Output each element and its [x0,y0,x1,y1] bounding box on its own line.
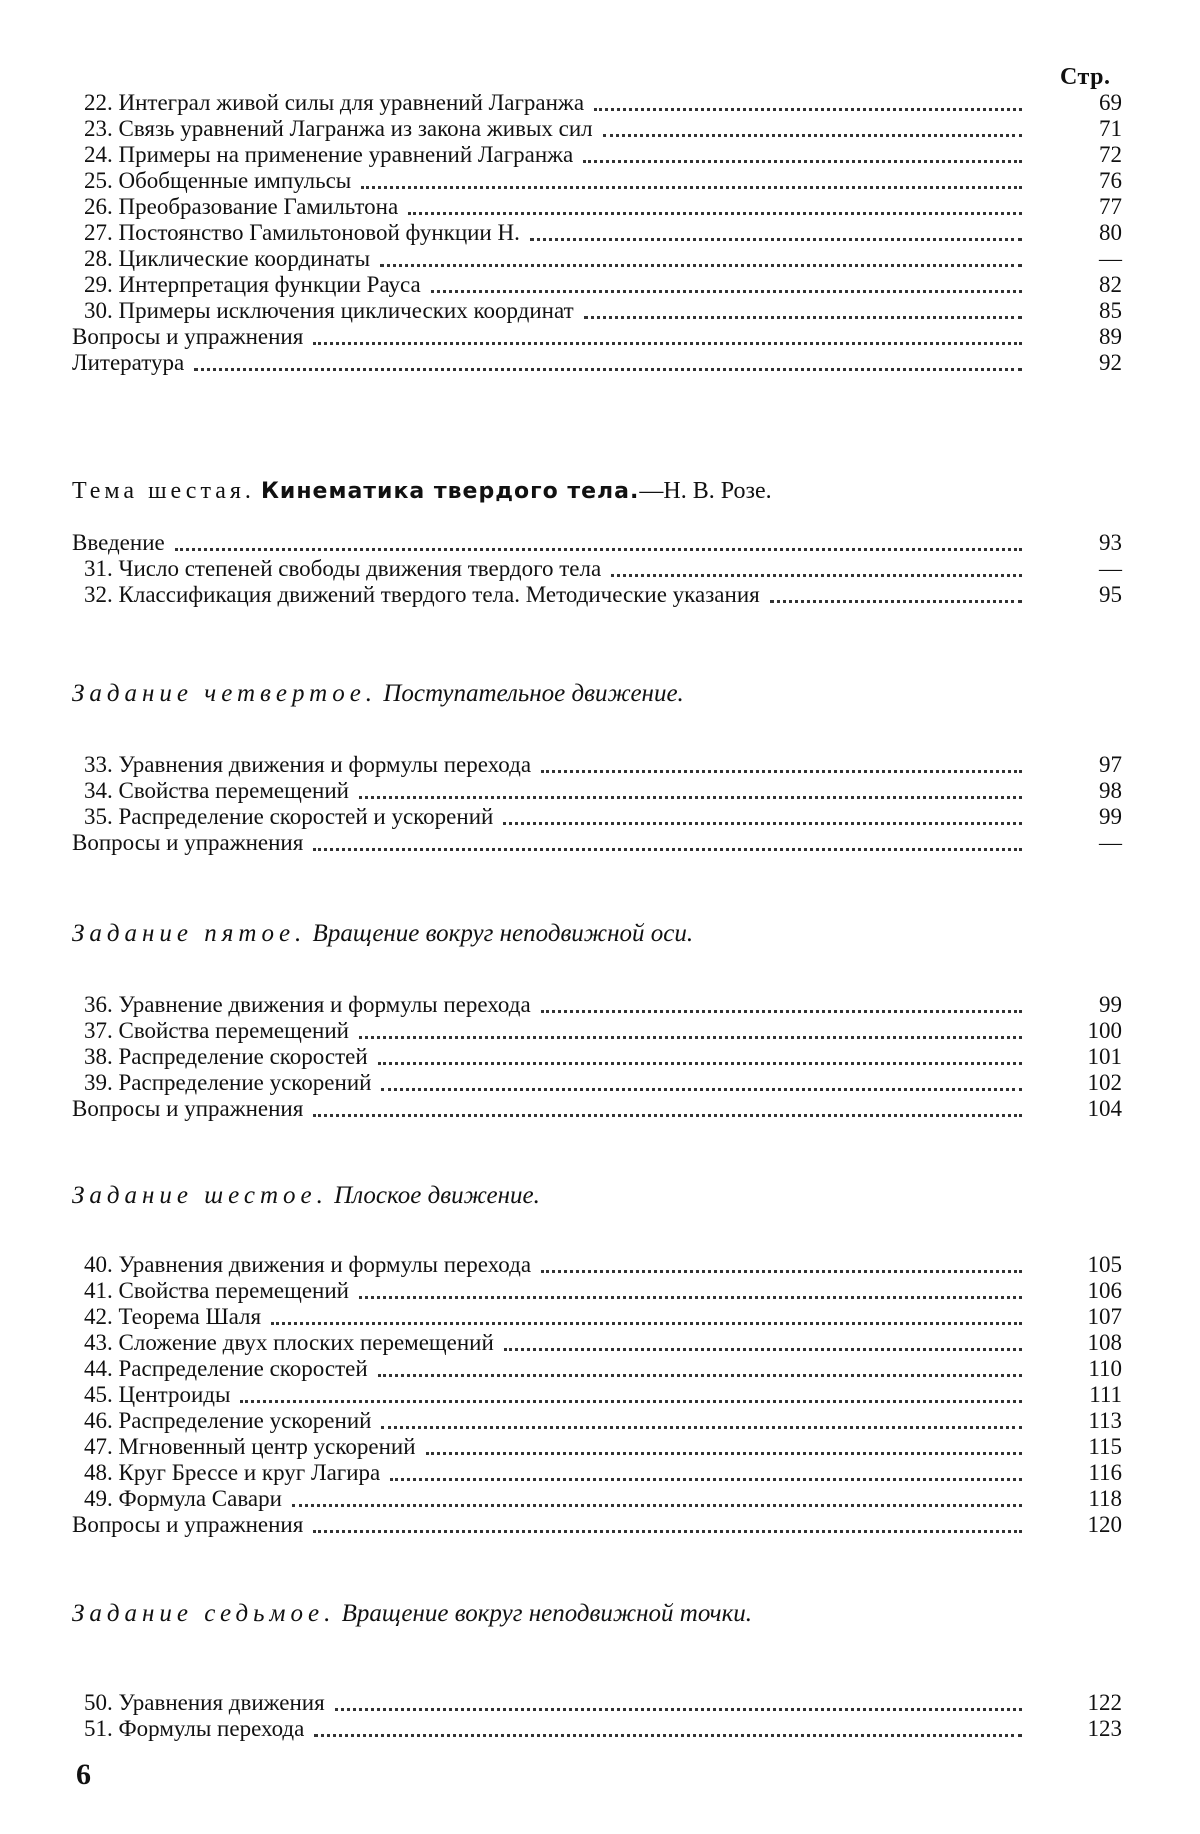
dot-leader [194,368,1022,371]
theme-title: Кинематика твердого тела. [260,479,640,504]
toc-entry-title: 41. Свойства перемещений [84,1278,349,1303]
toc-entry [72,1690,1122,1716]
toc-entry [72,168,1122,194]
toc-block-task5 [72,992,1122,1122]
dot-leader [504,1348,1022,1351]
dot-leader [603,134,1022,137]
toc-entry-title: 25. Обобщенные импульсы [84,168,352,193]
dot-leader [541,1010,1022,1013]
toc-entry-page: 95 [1099,582,1122,607]
dot-leader [359,1036,1022,1039]
toc-entry-page: 85 [1099,298,1122,323]
toc-entry-title: 43. Сложение двух плоских перемещений [84,1330,494,1355]
toc-entry-title: 34. Свойства перемещений [84,778,349,803]
toc-entry-page: 120 [1087,1512,1122,1537]
toc-entry-page: 113 [1088,1408,1122,1433]
toc-entry-page: 115 [1088,1434,1122,1459]
toc-entry [72,992,1122,1018]
toc-entry [72,246,1122,272]
toc-entry-page: 97 [1099,752,1122,777]
toc-entry-page: — [1099,830,1122,855]
dot-leader [530,238,1022,241]
toc-entry [72,1356,1122,1382]
dot-leader [583,160,1022,163]
dot-leader [381,1426,1022,1429]
toc-entry [72,582,1122,608]
toc-entry-title: 44. Распределение скоростей [84,1356,368,1381]
dot-leader [240,1400,1022,1403]
task5-prefix: Задание пятое. [72,920,307,947]
dot-leader [594,108,1022,111]
dot-leader [175,548,1022,551]
toc-entry-page: 69 [1099,90,1122,115]
task6-heading [72,1182,540,1210]
dot-leader [426,1452,1022,1455]
toc-entry-page: 99 [1099,992,1122,1017]
toc-entry-page: 101 [1087,1044,1122,1069]
toc-entry [72,1716,1122,1742]
toc-entry [72,350,1122,376]
toc-entry [72,142,1122,168]
dot-leader [271,1322,1022,1325]
dot-leader [541,1270,1022,1273]
theme-heading [72,478,772,505]
toc-entry-title: 36. Уравнение движения и формулы перехода [84,992,531,1017]
dot-leader [313,1530,1022,1533]
toc-entry-title: 37. Свойства перемещений [84,1018,349,1043]
dot-leader [313,1114,1022,1117]
toc-entry-title: 27. Постоянство Гамильтоновой функции Н. [84,220,520,245]
toc-entry [72,272,1122,298]
toc-entry-page: 104 [1087,1096,1122,1121]
toc-entry-title: 26. Преобразование Гамильтона [84,194,399,219]
dot-leader [361,186,1022,189]
toc-entry-title: 51. Формулы перехода [84,1716,305,1741]
toc-entry-page: 110 [1088,1356,1122,1381]
toc-entry-title: 49. Формула Савари [84,1486,282,1511]
dot-leader [359,1296,1022,1299]
toc-entry [72,556,1122,582]
dot-leader [292,1504,1022,1507]
toc-entry-page: 116 [1088,1460,1122,1485]
theme-author: —Н. В. Розе. [639,478,772,504]
toc-entry-title: 30. Примеры исключения циклических координат [84,298,574,323]
toc-entry-title: 24. Примеры на применение уравнений Лагранжа [84,142,574,167]
toc-entry-title: Введение [72,530,165,555]
toc-entry [72,830,1122,856]
task7-prefix: Задание седьмое. [72,1600,336,1627]
page-number: 6 [76,1758,91,1791]
toc-entry [72,1330,1122,1356]
toc-entry-page: 105 [1087,1252,1122,1277]
toc-entry-title: 31. Число степеней свободы движения твердого тела [84,556,602,581]
toc-entry [72,90,1122,116]
toc-entry-page: 102 [1087,1070,1122,1095]
toc-entry-title: 42. Теорема Шаля [84,1304,262,1329]
toc-entry-title: 50. Уравнения движения [84,1690,325,1715]
task4-title: Поступательное движение. [383,680,684,707]
task5-title: Вращение вокруг неподвижной оси. [312,920,694,947]
toc-entry [72,1070,1122,1096]
dot-leader [313,848,1022,851]
toc-entry-page: 98 [1099,778,1122,803]
dot-leader [378,1374,1022,1377]
toc-entry-page: 99 [1099,804,1122,829]
dot-leader [584,316,1022,319]
toc-entry-title: 35. Распределение скоростей и ускорений [84,804,494,829]
dot-leader [541,770,1022,773]
dot-leader [408,212,1022,215]
dot-leader [503,822,1022,825]
task6-title: Плоское движение. [334,1182,540,1209]
toc-entry-page: 92 [1099,350,1122,375]
toc-block-task7 [72,1690,1122,1742]
toc-entry-page: 123 [1087,1716,1122,1741]
toc-entry-page: 82 [1099,272,1122,297]
toc-entry-title: 48. Круг Брессе и круг Лагира [84,1460,381,1485]
dot-leader [378,1062,1022,1065]
toc-entry [72,1018,1122,1044]
toc-entry [72,778,1122,804]
toc-entry [72,1278,1122,1304]
toc-entry-title: Литература [72,350,185,375]
dot-leader [359,796,1022,799]
dot-leader [335,1708,1022,1711]
toc-entry [72,194,1122,220]
task7-heading [72,1600,752,1628]
toc-entry-title: 46. Распределение ускорений [84,1408,372,1433]
toc-entry [72,804,1122,830]
toc-block-intro [72,530,1122,608]
toc-entry-title: Вопросы и упражнения [72,324,304,349]
toc-entry-page: 76 [1099,168,1122,193]
dot-leader [431,290,1022,293]
toc-entry [72,530,1122,556]
theme-prefix: Тема шестая. [72,478,255,504]
dot-leader [314,1734,1022,1737]
toc-entry-title: 45. Центроиды [84,1382,231,1407]
toc-entry [72,1382,1122,1408]
toc-entry-title: 38. Распределение скоростей [84,1044,368,1069]
toc-entry [72,1304,1122,1330]
toc-entry [72,1252,1122,1278]
toc-entry [72,1512,1122,1538]
toc-entry-title: 23. Связь уравнений Лагранжа из закона живых сил [84,116,593,141]
toc-entry-title: Вопросы и упражнения [72,1512,304,1537]
toc-entry-page: 77 [1099,194,1122,219]
toc-entry [72,752,1122,778]
task6-prefix: Задание шестое. [72,1182,328,1209]
dot-leader [611,574,1022,577]
toc-entry-page: 118 [1088,1486,1122,1511]
dot-leader [313,342,1022,345]
toc-entry-title: 29. Интерпретация функции Рауса [84,272,421,297]
toc-block-task6 [72,1252,1122,1538]
task4-heading [72,680,684,708]
toc-entry-title: Вопросы и упражнения [72,830,304,855]
toc-entry [72,1408,1122,1434]
page-column-header: Стр. [1060,64,1111,90]
toc-entry-page: — [1099,246,1122,271]
toc-entry-title: 33. Уравнения движения и формулы перехода [84,752,532,777]
toc-entry-page: 89 [1099,324,1122,349]
toc-entry-title: 39. Распределение ускорений [84,1070,372,1095]
toc-entry-page: 100 [1087,1018,1122,1043]
toc-entry-page: 72 [1099,142,1122,167]
toc-entry-page: 111 [1089,1382,1122,1407]
toc-entry-page: 80 [1099,220,1122,245]
dot-leader [380,264,1022,267]
toc-entry-title: 28. Циклические координаты [84,246,371,271]
toc-entry-title: 40. Уравнения движения и формулы перехода [84,1252,532,1277]
toc-entry-title: 22. Интеграл живой силы для уравнений Лагранжа [84,90,585,115]
toc-entry-page: — [1099,556,1122,581]
task4-prefix: Задание четвертое. [72,680,378,707]
toc-entry-page: 108 [1087,1330,1122,1355]
toc-entry [72,324,1122,350]
toc-entry [72,116,1122,142]
dot-leader [390,1478,1022,1481]
dot-leader [770,600,1022,603]
toc-entry [72,1460,1122,1486]
toc-entry-title: 32. Классификация движений твердого тела. Методические указания [84,582,760,607]
toc-block-theme5-end [72,90,1122,376]
toc-entry-title: 47. Мгновенный центр ускорений [84,1434,416,1459]
toc-entry-page: 106 [1087,1278,1122,1303]
toc-entry [72,1434,1122,1460]
toc-entry-page: 122 [1087,1690,1122,1715]
toc-entry [72,1044,1122,1070]
dot-leader [381,1088,1022,1091]
task7-title: Вращение вокруг неподвижной точки. [341,1600,753,1627]
toc-entry [72,1486,1122,1512]
toc-entry [72,298,1122,324]
toc-entry-page: 71 [1099,116,1122,141]
toc-block-task4 [72,752,1122,856]
task5-heading [72,920,693,948]
toc-entry [72,1096,1122,1122]
toc-entry [72,220,1122,246]
toc-entry-page: 107 [1087,1304,1122,1329]
toc-entry-title: Вопросы и упражнения [72,1096,304,1121]
toc-entry-page: 93 [1099,530,1122,555]
